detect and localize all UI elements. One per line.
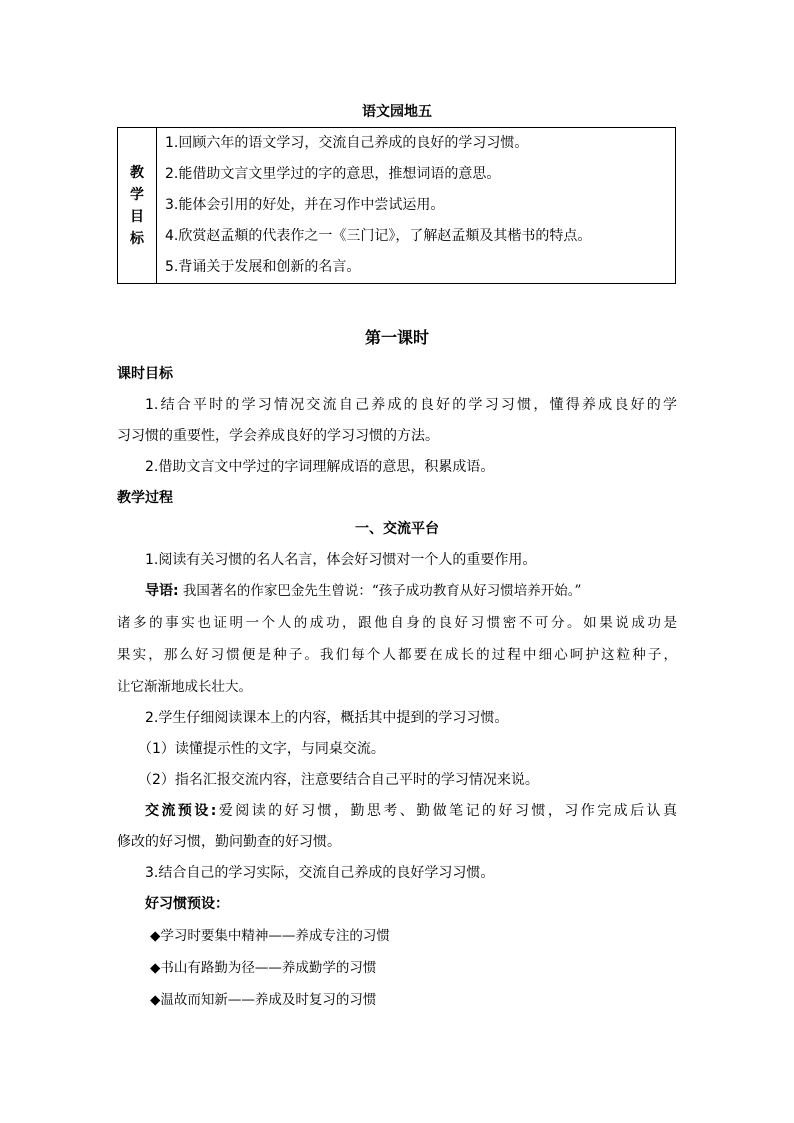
preset-text: 爱阅读的好习惯，勤思考、勤做笔记的好习惯，习作完成后认真 xyxy=(216,803,677,819)
goal-item: 1.回顾六年的语文学习，交流自己养成的良好的学习习惯。 xyxy=(165,135,529,151)
step-2-sub-1: （1）读懂提示性的文字，与同桌交流。 xyxy=(138,741,385,757)
objectives-heading: 课时目标 xyxy=(117,366,173,382)
objective-1-line-2: 习习惯的重要性，学会养成良好的学习习惯的方法。 xyxy=(117,428,439,444)
goal-item: 4.欣赏赵孟頫的代表作之一《三门记》，了解赵孟頫及其楷书的特点。 xyxy=(165,228,592,244)
goal-item: 2.能借助文言文里学过的字的意思，推想词语的意思。 xyxy=(165,166,501,182)
preset-label: 交流预设: xyxy=(145,803,217,819)
step-3: 3.结合自己的学习实际，交流自己养成的良好学习习惯。 xyxy=(145,865,495,881)
intro-paragraph-line-2: 诸多的事实也证明一个人的成功，跟他自身的良好习惯密不可分。如果说成功是 xyxy=(117,615,677,631)
objective-2: 2.借助文言文中学过的字词理解成语的意思，积累成语。 xyxy=(145,459,495,475)
step-1: 1.阅读有关习惯的名人名言，体会好习惯对一个人的重要作用。 xyxy=(145,552,537,568)
objective-1-line-1: 1.结合平时的学习情况交流自己养成的良好的学习习惯，懂得养成良好的学 xyxy=(145,397,677,413)
step-2: 2.学生仔细阅读课本上的内容，概括其中提到的学习习惯。 xyxy=(145,710,509,726)
goals-header-char: 教 xyxy=(130,164,144,181)
preset-paragraph-line-2: 修改的好习惯，勤问勤查的好习惯。 xyxy=(117,834,341,850)
goals-header-char: 学 xyxy=(130,186,144,203)
habit-item: ◆温故而知新——养成及时复习的习惯 xyxy=(150,992,377,1008)
intro-paragraph-line-3: 果实，那么好习惯便是种子。我们每个人都要在成长的过程中细心呵护这粒种子， xyxy=(117,647,677,663)
goals-header-cell xyxy=(118,128,157,284)
goals-header-char: 标 xyxy=(130,230,144,247)
step-2-sub-2: （2）指名汇报交流内容，注意要结合自己平时的学习情况来说。 xyxy=(138,772,539,788)
section-1-title: 一、交流平台 xyxy=(355,521,439,537)
habit-item: ◆书山有路勤为径——养成勤学的习惯 xyxy=(150,960,377,976)
goals-header-char: 目 xyxy=(130,208,144,225)
habits-label: 好习惯预设： xyxy=(145,896,229,912)
habit-item: ◆学习时要集中精神——养成专注的习惯 xyxy=(150,928,390,944)
intro-label: 导语: xyxy=(145,583,179,599)
intro-paragraph-line-1 xyxy=(145,581,677,601)
preset-paragraph-line-1 xyxy=(145,801,677,821)
process-heading: 教学过程 xyxy=(117,490,173,506)
lesson-title: 第一课时 xyxy=(364,328,429,347)
goals-list-cell xyxy=(157,128,676,284)
document-title: 语文园地五 xyxy=(362,104,432,120)
intro-text: 我国著名的作家巴金先生曾说：“孩子成功教育从好习惯培养开始。” xyxy=(182,583,582,599)
goal-item: 3.能体会引用的好处，并在习作中尝试运用。 xyxy=(165,197,445,213)
intro-paragraph-line-4: 让它渐渐地成长壮大。 xyxy=(117,679,252,695)
goal-item: 5.背诵关于发展和创新的名言。 xyxy=(165,259,361,275)
teaching-goals-table xyxy=(117,127,676,284)
